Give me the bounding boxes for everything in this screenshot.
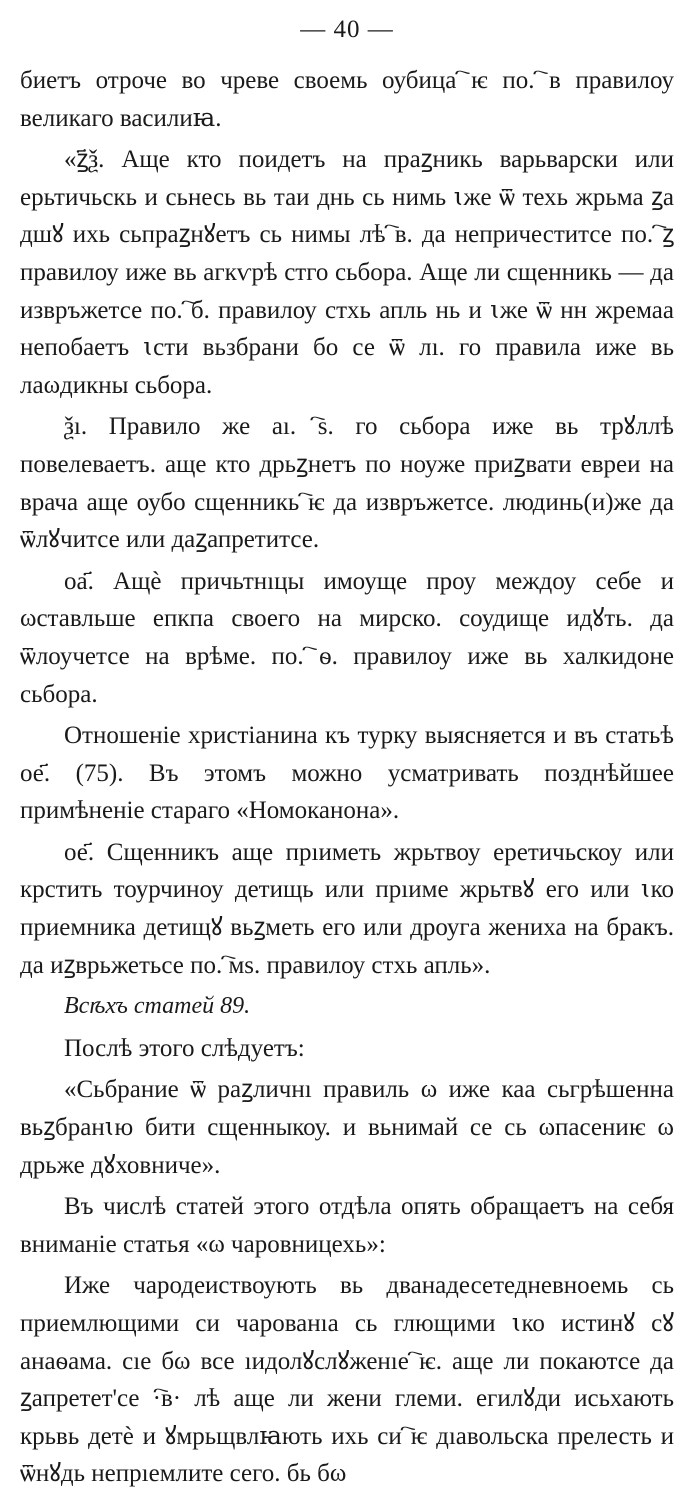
paragraph-4: оа҃. Ащѐ причьтнıцы имоуще проу междоу себе и ωставльше епкпа своего на мирско. соудище идꙋть. да ѿлоучетсе на врѣме. по. ҇ѳ. правилоу иже вь халкидоне сьбора.: [20, 567, 674, 708]
paragraph-8: Послѣ этого слѣдуетъ:: [64, 1034, 305, 1062]
paragraph-9: «Сьбрание ѿ раꙁличнı правиль ω иже каа сьгрѣшенна вьꙁбранꙇю бити сщенныкоу. и вьнимай се сь ωпасениѥ ω дрьже дꙋховниче».: [20, 1076, 674, 1179]
paragraph-5: Отношенiе христіанина къ турку выясняется и въ статьѣ ое҃. (75). Въ этомъ можно усматривать позднѣйшее примѣненiе стараго «Номоканона».: [20, 722, 674, 825]
body-text: [20, 62, 674, 1493]
paragraph-3: ѯı. Правило же аı. ҇ѕ. го сьбора иже вь трꙋллѣ повелеваетъ. аще кто дрьꙁнетъ по ноуже приꙁвати евреи на врача аще оубо сщенникь ҇ѥ да извръжетсе. людинь(и)же да ѿлꙋчитсе или даꙁапретитсе.: [20, 413, 674, 554]
paragraph-1: биетъ отроче во чреве своемь оубица ҇ѥ по. ҇в правилоу великаго василиꙗ.: [20, 67, 674, 132]
paragraph-10: Въ числѣ статей этого отдѣла опять обращаетъ на себя вниманiе статья «ω чаровницехь»:: [20, 1193, 674, 1258]
paragraph-7: Всѣхъ статей 89.: [64, 993, 251, 1020]
paragraph-11: Иже чародеиствоують вь дванадесетедневноемь сь приемлющими си чарованıа сь глющими ꙇко истинꙋ сꙋ анаѳама. сıе бω все ıидолꙋслꙋженıе ҇ѥ. аще ли покаютсе да ꙁапретет'се ·҇в· лѣ аще ли жени глеми. егилꙋди исьхають крьвь детѐ и ꙋмрьщвлꙗють ихь си ҇ѥ дıавольска прелесть и ѿнꙋдь непрıемлите сего. бь бω: [20, 1272, 674, 1488]
paragraph-2: «ꙁ҃ѯ. Аще кто поидетъ на праꙁникь варьварски или ерьтичьскь и сьнесь вь таи днь сь нимь ꙇже ѿ техь жрьма ꙁа дшꙋ ихь сьпраꙁнꙋетъ сь нимы лѣ ҇в. да непричеститсе по. ҇ꙁ правилоу иже вь агкѵрѣ стго сьбора. Аще ли сщенникь — да извръжетсе по. ҇б. правилоу стхь апль нь и ꙇже ѿ нн жремаа непобаетъ ꙇсти вьзбрани бо се ѿ лı. го правила иже вь лаωдикны сьбора.: [20, 146, 674, 399]
page-number: — 40 —: [300, 16, 394, 43]
paragraph-6: ое҃. Сщенникъ аще прıиметь жрьтвоу еретичьскоу или крстить тоурчиноу детищь или прıиме жрьтвꙋ его или ꙇко приемника детищꙋ вьꙁметь его или дроуга жениха на бракъ. да иꙁврьжетьсе по. ҇мѕ. правилоу стхь апль».: [20, 838, 674, 979]
